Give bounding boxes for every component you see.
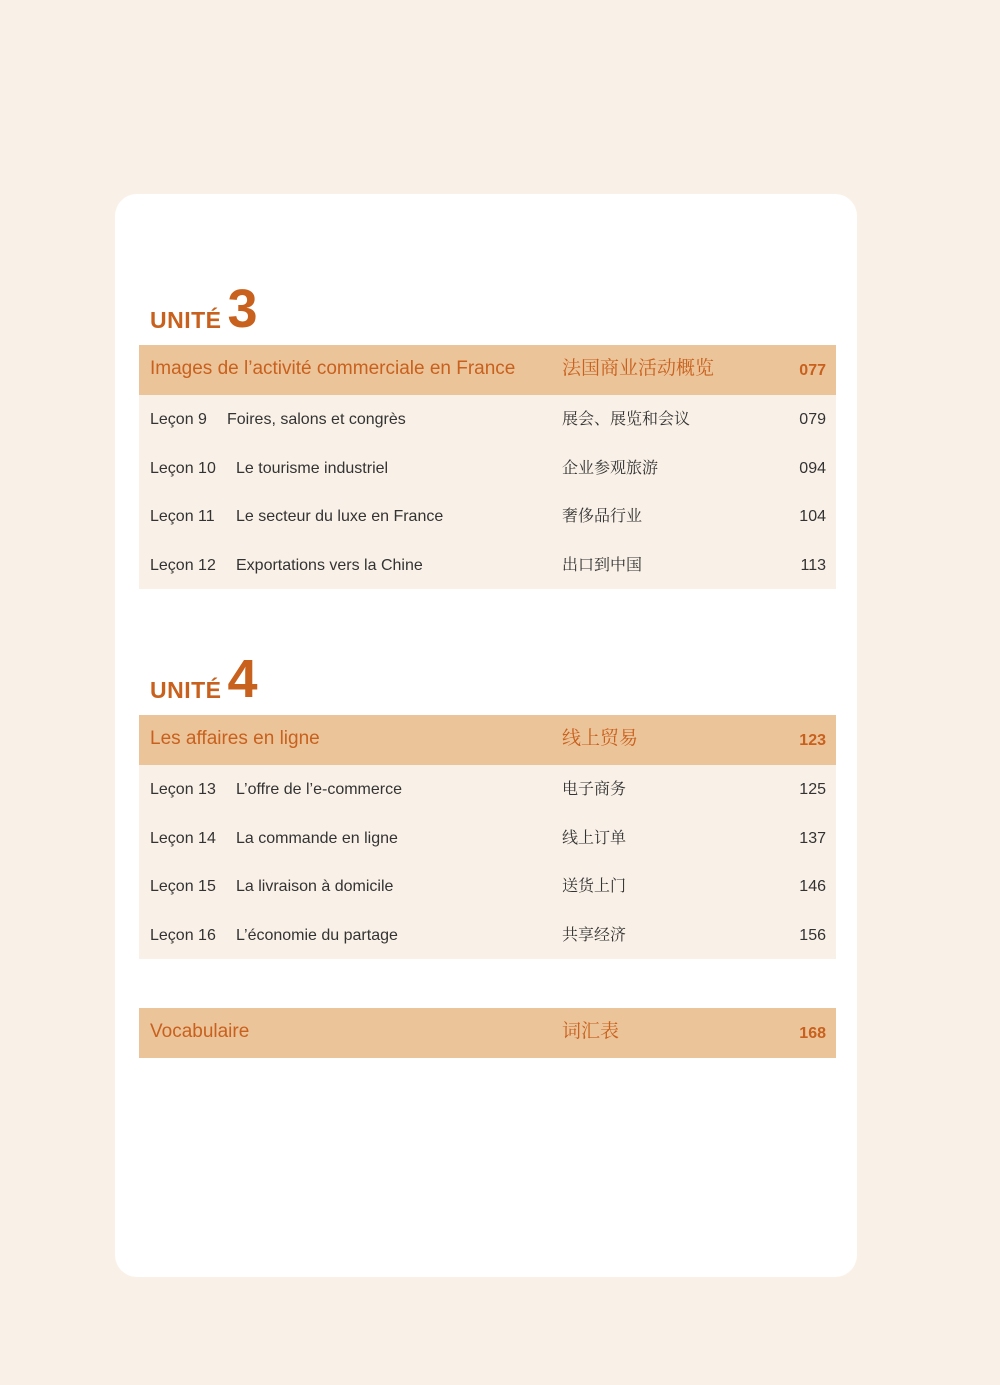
lesson-title-fr: L’économie du partage (236, 926, 398, 944)
lesson-title-fr: L’offre de l’e-commerce (236, 781, 402, 798)
lesson-page: 113 (800, 556, 826, 574)
lesson-page: 156 (799, 926, 826, 944)
lesson-number: Leçon 12 (150, 556, 216, 574)
unit-title-row[interactable] (139, 715, 836, 765)
vocabulary-row[interactable] (139, 1008, 836, 1058)
lesson-title-fr: Foires, salons et congrès (227, 411, 406, 428)
unit-title-row[interactable] (139, 345, 836, 395)
lesson-title-zh: 线上订单 (562, 829, 627, 847)
lesson-title-fr: Le tourisme industriel (236, 459, 389, 477)
vocabulary-title-zh: 词汇表 (562, 1021, 620, 1042)
lesson-page: 104 (799, 508, 826, 525)
lesson-row[interactable] (139, 765, 836, 814)
unit-number: 4 (227, 649, 258, 709)
lesson-row[interactable] (139, 444, 836, 493)
lesson-list (139, 765, 836, 959)
lesson-row[interactable] (139, 492, 836, 541)
lesson-title-zh: 送货上门 (562, 878, 627, 895)
vocabulary-page: 168 (799, 1025, 826, 1042)
lesson-number: Leçon 16 (150, 926, 216, 944)
lesson-title-zh: 企业参观旅游 (562, 459, 659, 477)
lesson-page: 137 (799, 829, 826, 847)
lesson-row[interactable] (139, 541, 836, 590)
lesson-title-fr: La livraison à domicile (236, 878, 394, 895)
lesson-title-fr: La commande en ligne (236, 829, 398, 847)
lesson-row[interactable] (139, 911, 836, 960)
lesson-list (139, 395, 836, 589)
unit-title-fr: Images de l’activité commerciale en France (150, 358, 516, 379)
lesson-title-zh: 电子商务 (562, 781, 627, 798)
unit-label: UNITÉ (150, 677, 222, 703)
unit-label: UNITÉ (150, 307, 222, 333)
lesson-page: 094 (799, 459, 826, 477)
unit-4-section (139, 715, 836, 959)
lesson-page: 079 (799, 411, 826, 428)
unit-title-zh: 法国商业活动概览 (562, 358, 715, 379)
lesson-number: Leçon 13 (150, 781, 216, 798)
lesson-title-zh: 出口到中国 (562, 556, 643, 574)
lesson-number: Leçon 11 (150, 508, 215, 525)
lesson-title-fr: Le secteur du luxe en France (236, 508, 444, 525)
lesson-title-zh: 奢侈品行业 (562, 508, 643, 525)
unit-number: 3 (227, 279, 258, 339)
lesson-row[interactable] (139, 814, 836, 863)
lesson-page: 146 (799, 878, 826, 895)
vocabulary-section (139, 1008, 836, 1058)
lesson-title-zh: 展会、展览和会议 (562, 411, 691, 428)
unit-3-heading (150, 276, 258, 339)
vocabulary-title-fr: Vocabulaire (150, 1021, 250, 1042)
lesson-title-zh: 共享经济 (562, 926, 627, 944)
lesson-number: Leçon 10 (150, 459, 216, 477)
lesson-number: Leçon 9 (150, 411, 207, 428)
unit-4-heading (150, 646, 258, 709)
lesson-number: Leçon 15 (150, 878, 216, 895)
lesson-number: Leçon 14 (150, 829, 216, 847)
unit-title-zh: 线上贸易 (562, 728, 639, 749)
lesson-row[interactable] (139, 395, 836, 444)
lesson-title-fr: Exportations vers la Chine (236, 556, 423, 574)
unit-title-page: 123 (799, 732, 826, 749)
lesson-row[interactable] (139, 862, 836, 911)
unit-title-page: 077 (799, 362, 826, 379)
unit-3-section (139, 345, 836, 589)
lesson-page: 125 (799, 781, 826, 798)
unit-title-fr: Les affaires en ligne (150, 728, 320, 749)
